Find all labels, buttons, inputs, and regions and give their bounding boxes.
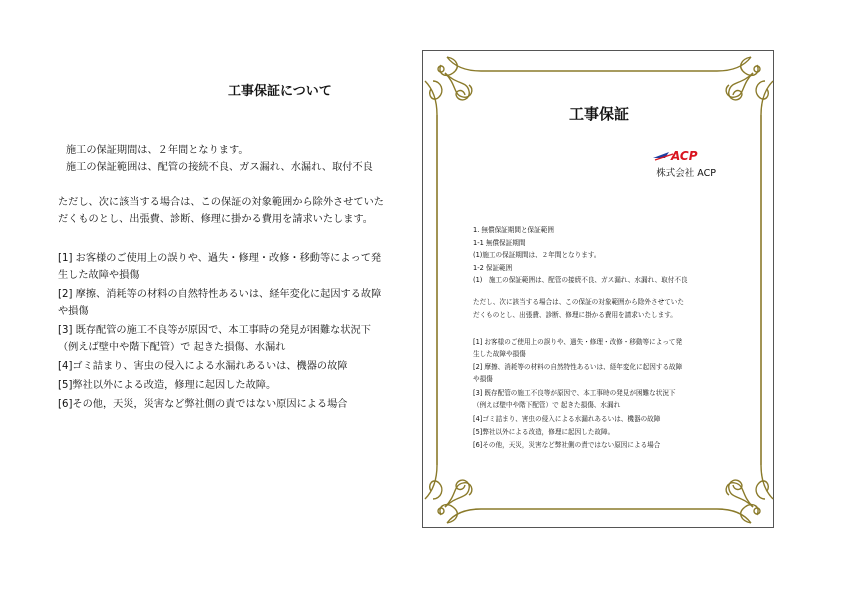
certificate-title: 工事保証	[568, 105, 629, 123]
page-title: 工事保証について	[228, 84, 332, 99]
exclusion-item: [3] 既存配管の施工不良等が原因で、本工事時の発見が困難な状況下	[58, 325, 371, 336]
exclusion-item: や損傷	[473, 375, 493, 383]
section-line: 1-1 無償保証期間	[473, 239, 526, 247]
exclusion-item: [2] 摩擦、消耗等の材料の自然特性あるいは、経年変化に起因する故障	[473, 363, 683, 371]
exclusion-item: [6]その他，天災，災害など弊社側の責ではない原因による場合	[58, 399, 348, 410]
acp-logo-icon	[651, 148, 711, 162]
exclusion-item: [6]その他，天災，災害など弊社側の責ではない原因による場合	[473, 441, 661, 449]
exclusion-item: や損傷	[58, 306, 89, 317]
intro-line: 施工の保証期間は、２年間となります。	[66, 145, 249, 156]
section-line: (1)施工の保証期間は、２年間となります。	[473, 251, 601, 259]
exclusion-item: （例えば壁中や階下配管）で 起きた損傷、水漏れ	[473, 401, 621, 409]
section-line: 1. 無償保証期間と保証範囲	[473, 226, 554, 234]
exclusion-line: ただし、次に該当する場合は、この保証の対象範囲から除外させていた	[58, 197, 384, 208]
intro-line: 施工の保証範囲は、配管の接続不良、ガス漏れ、水漏れ、取付不良	[66, 162, 373, 173]
section-line: 1-2 保証範囲	[473, 264, 513, 272]
exclusion-line: だくものとし、出張費、診断、修理に掛かる費用を請求いたします。	[473, 311, 677, 319]
exclusion-item: （例えば壁中や階下配管）で 起きた損傷、水漏れ	[58, 342, 286, 353]
exclusion-item: [4]ゴミ詰まり、害虫の侵入による水漏れあるいは、機器の故障	[58, 361, 348, 372]
exclusion-line: ただし、次に該当する場合は、この保証の対象範囲から除外させていた	[473, 298, 684, 306]
company-name: 株式会社 ACP	[656, 168, 716, 179]
section-line: (1) 施工の保証範囲は、配管の接続不良、ガス漏れ、水漏れ、取付不良	[473, 276, 688, 284]
exclusion-item: [3] 既存配管の施工不良等が原因で、本工事時の発見が困難な状況下	[473, 389, 676, 397]
logo-text: ACP	[671, 149, 698, 162]
exclusion-item: 生した故障や損傷	[58, 270, 140, 281]
exclusion-line: だくものとし、出張費、診断、修理に掛かる費用を請求いたします。	[58, 214, 373, 225]
exclusion-item: [4]ゴミ詰まり、害虫の侵入による水漏れあるいは、機器の故障	[473, 415, 661, 423]
exclusion-item: [5]弊社以外による改造，修理に起因した故障。	[473, 428, 615, 436]
exclusion-item: [1] お客様のご使用上の誤りや、過失・修理・改修・移動等によって発	[473, 338, 683, 346]
warranty-certificate	[422, 50, 774, 528]
corner-ornament-icon	[425, 465, 481, 523]
exclusion-item: [1] お客様のご使用上の誤りや、過失・修理・改修・移動等によって発	[58, 253, 382, 264]
exclusion-item: 生した故障や損傷	[473, 350, 526, 358]
exclusion-item: [5]弊社以外による改造，修理に起因した故障。	[58, 380, 277, 391]
exclusion-item: [2] 摩擦、消耗等の材料の自然特性あるいは、経年変化に起因する故障	[58, 289, 382, 300]
corner-ornament-icon	[717, 465, 773, 523]
